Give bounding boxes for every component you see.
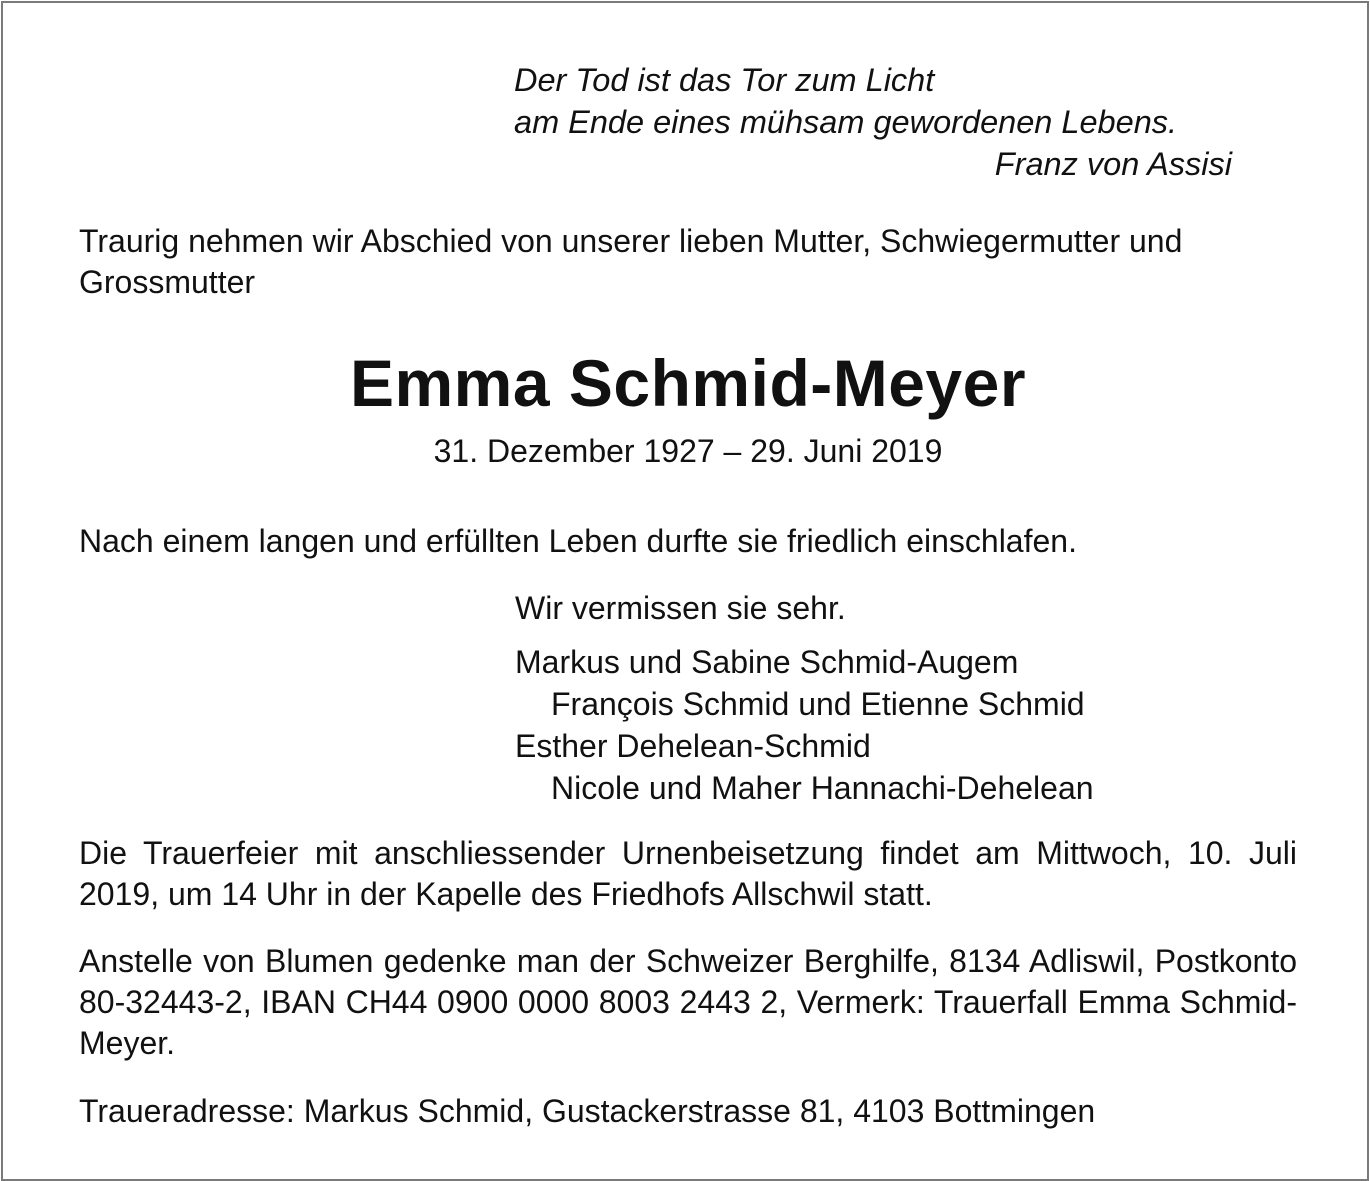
miss-text: Wir vermissen sie sehr.: [515, 590, 846, 626]
intro-text: Traurig nehmen wir Abschied von unserer lieben Mutter, Schwiegermutter und Grossmutter: [79, 223, 1183, 300]
family-member: Nicole und Maher Hannachi-Dehelean: [551, 770, 1094, 806]
quote-author: Franz von Assisi: [994, 146, 1232, 182]
family-block: [515, 587, 1275, 809]
deceased-name: Emma Schmid-Meyer: [349, 346, 1027, 420]
farewell-text: Nach einem langen und erfüllten Leben durfte sie friedlich einschlafen.: [79, 523, 1077, 559]
obituary-notice: [1, 1, 1369, 1181]
quote-block: [514, 59, 1232, 185]
ceremony-text: Die Trauerfeier mit anschliessender Urnenbeisetzung findet am Mittwoch, 10. Juli 2019, um 14 Uhr in der Kapelle des Friedhofs Allschwil statt.: [79, 835, 1297, 912]
family-member: Esther Dehelean-Schmid: [515, 728, 871, 764]
address-text: Traueradresse: Markus Schmid, Gustackerstrasse 81, 4103 Bottmingen: [79, 1093, 1096, 1129]
donation-text: Anstelle von Blumen gedenke man der Schweizer Berghilfe, 8134 Adliswil, Postkonto 80-32443-2, IBAN CH44 0900 0000 8003 2443 2, Vermerk: Trauerfall Emma Schmid-Meyer.: [79, 943, 1297, 1061]
family-member: Markus und Sabine Schmid-Augem: [515, 644, 1019, 680]
quote-line-2: am Ende eines mühsam gewordenen Lebens.: [514, 104, 1178, 140]
quote-line-1: Der Tod ist das Tor zum Licht: [514, 62, 935, 98]
life-dates: 31. Dezember 1927 – 29. Juni 2019: [433, 433, 943, 469]
family-member: François Schmid und Etienne Schmid: [551, 686, 1085, 722]
